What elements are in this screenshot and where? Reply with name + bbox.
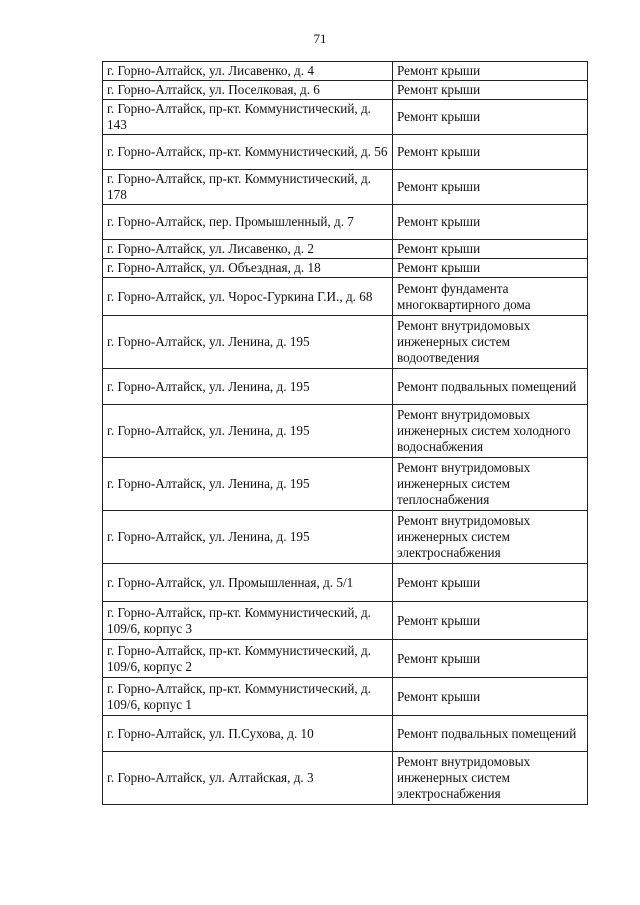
work-type-cell: Ремонт внутридомовых инженерных систем электроснабжения <box>393 511 588 564</box>
work-type-cell: Ремонт подвальных помещений <box>393 716 588 752</box>
address-cell: г. Горно-Алтайск, пр-кт. Коммунистический, д. 143 <box>103 100 393 135</box>
work-type-cell: Ремонт крыши <box>393 135 588 170</box>
repair-table-body <box>103 62 588 805</box>
address-cell: г. Горно-Алтайск, ул. Поселковая, д. 6 <box>103 81 393 100</box>
table-row <box>103 458 588 511</box>
repair-table <box>102 61 588 805</box>
work-type-cell: Ремонт крыши <box>393 62 588 81</box>
table-row <box>103 602 588 640</box>
work-type-cell: Ремонт внутридомовых инженерных систем теплоснабжения <box>393 458 588 511</box>
table-row <box>103 100 588 135</box>
work-type-cell: Ремонт крыши <box>393 205 588 240</box>
table-row <box>103 81 588 100</box>
table-row <box>103 752 588 805</box>
work-type-cell: Ремонт крыши <box>393 81 588 100</box>
work-type-cell: Ремонт крыши <box>393 640 588 678</box>
table-row <box>103 511 588 564</box>
address-cell: г. Горно-Алтайск, пр-кт. Коммунистический, д. 109/6, корпус 3 <box>103 602 393 640</box>
work-type-cell: Ремонт крыши <box>393 170 588 205</box>
address-cell: г. Горно-Алтайск, ул. П.Сухова, д. 10 <box>103 716 393 752</box>
table-row <box>103 640 588 678</box>
address-cell: г. Горно-Алтайск, ул. Промышленная, д. 5/1 <box>103 564 393 602</box>
address-cell: г. Горно-Алтайск, ул. Ленина, д. 195 <box>103 316 393 369</box>
work-type-cell: Ремонт внутридомовых инженерных систем водоотведения <box>393 316 588 369</box>
table-row <box>103 170 588 205</box>
table-row <box>103 716 588 752</box>
work-type-cell: Ремонт крыши <box>393 602 588 640</box>
page-number: 71 <box>313 31 327 46</box>
table-row <box>103 62 588 81</box>
table-row <box>103 240 588 259</box>
table-row <box>103 135 588 170</box>
table-row <box>103 369 588 405</box>
address-cell: г. Горно-Алтайск, пр-кт. Коммунистический, д. 178 <box>103 170 393 205</box>
work-type-cell: Ремонт крыши <box>393 564 588 602</box>
address-cell: г. Горно-Алтайск, ул. Ленина, д. 195 <box>103 405 393 458</box>
address-cell: г. Горно-Алтайск, ул. Ленина, д. 195 <box>103 458 393 511</box>
table-row <box>103 678 588 716</box>
work-type-cell: Ремонт фундамента многоквартирного дома <box>393 278 588 316</box>
work-type-cell: Ремонт крыши <box>393 100 588 135</box>
table-row <box>103 205 588 240</box>
table-row <box>103 259 588 278</box>
work-type-cell: Ремонт крыши <box>393 240 588 259</box>
address-cell: г. Горно-Алтайск, ул. Чорос-Гуркина Г.И., д. 68 <box>103 278 393 316</box>
work-type-cell: Ремонт крыши <box>393 259 588 278</box>
table-row <box>103 564 588 602</box>
table-row <box>103 316 588 369</box>
work-type-cell: Ремонт внутридомовых инженерных систем холодного водоснабжения <box>393 405 588 458</box>
address-cell: г. Горно-Алтайск, пр-кт. Коммунистический, д. 109/6, корпус 2 <box>103 640 393 678</box>
address-cell: г. Горно-Алтайск, ул. Ленина, д. 195 <box>103 369 393 405</box>
table-row <box>103 405 588 458</box>
address-cell: г. Горно-Алтайск, ул. Алтайская, д. 3 <box>103 752 393 805</box>
address-cell: г. Горно-Алтайск, ул. Лисавенко, д. 2 <box>103 240 393 259</box>
work-type-cell: Ремонт подвальных помещений <box>393 369 588 405</box>
work-type-cell: Ремонт внутридомовых инженерных систем электроснабжения <box>393 752 588 805</box>
work-type-cell: Ремонт крыши <box>393 678 588 716</box>
address-cell: г. Горно-Алтайск, ул. Лисавенко, д. 4 <box>103 62 393 81</box>
address-cell: г. Горно-Алтайск, пр-кт. Коммунистический, д. 109/6, корпус 1 <box>103 678 393 716</box>
address-cell: г. Горно-Алтайск, пр-кт. Коммунистический, д. 56 <box>103 135 393 170</box>
address-cell: г. Горно-Алтайск, ул. Объездная, д. 18 <box>103 259 393 278</box>
address-cell: г. Горно-Алтайск, пер. Промышленный, д. 7 <box>103 205 393 240</box>
address-cell: г. Горно-Алтайск, ул. Ленина, д. 195 <box>103 511 393 564</box>
table-row <box>103 278 588 316</box>
